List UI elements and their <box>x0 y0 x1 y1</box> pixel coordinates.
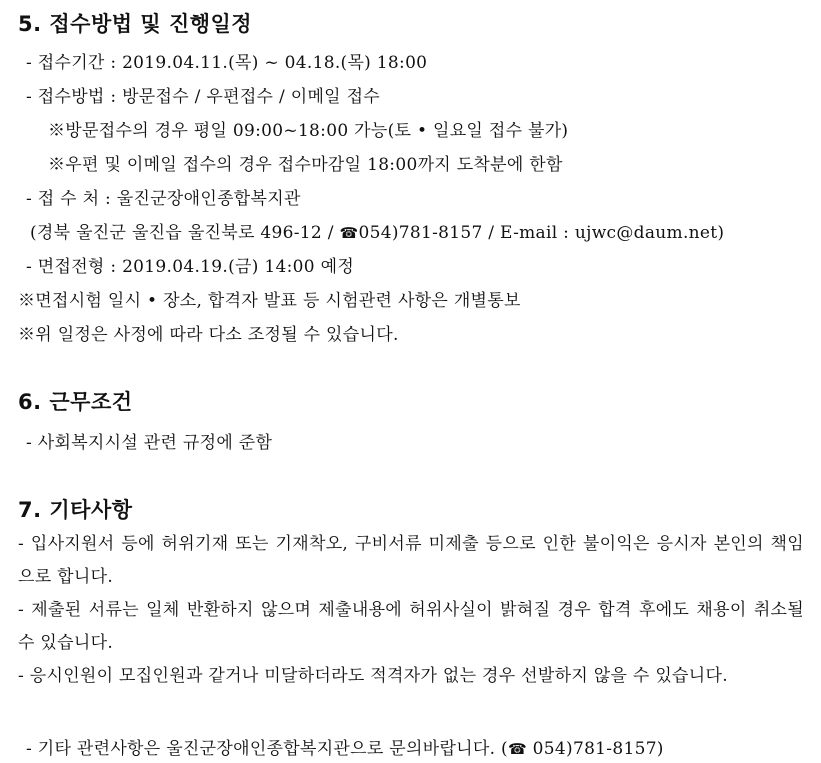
phone-email-text: 054)781-8157 / E-mail : ujwc@daum.net) <box>358 223 725 243</box>
inquiry-phone: 054)781-8157) <box>526 739 664 759</box>
contact-address <box>30 218 724 243</box>
other-item-2: - 제출된 서류는 일체 반환하지 않으며 제출내용에 허위사실이 밝혀질 경우 합격 후에도 채용이 취소될 수 있습니다. <box>18 600 804 653</box>
other-item-3: - 응시인원이 모집인원과 같거나 미달하더라도 적격자가 없는 경우 선발하지 않을 수 있습니다. <box>18 666 728 686</box>
inquiry-text: - 기타 관련사항은 울진군장애인종합복지관으로 문의바랍니다. ( <box>26 739 508 759</box>
section-5-title: 5. 접수방법 및 진행일정 <box>18 12 253 36</box>
interview-schedule: - 면접전형 : 2019.04.19.(금) 14:00 예정 <box>26 257 355 277</box>
note-visit-hours: ※방문접수의 경우 평일 09:00~18:00 가능(토 • 일요일 접수 불가) <box>48 121 569 141</box>
note-schedule-change: ※위 일정은 사정에 따라 다소 조정될 수 있습니다. <box>18 325 399 345</box>
application-method: - 접수방법 : 방문접수 / 우편접수 / 이메일 접수 <box>26 87 381 107</box>
other-item-4 <box>26 734 664 759</box>
application-period: - 접수기간 : 2019.04.11.(목) ~ 04.18.(목) 18:00 <box>26 53 428 73</box>
phone-icon: ☎ <box>507 740 527 758</box>
note-individual-notice: ※면접시험 일시 • 장소, 합격자 발표 등 시험관련 사항은 개별통보 <box>18 291 521 311</box>
other-item-1: - 입사지원서 등에 허위기재 또는 기재착오, 구비서류 미제출 등으로 인한 불이익은 응시자 본인의 책임으로 합니다. <box>18 534 804 587</box>
address-text: (경북 울진군 울진읍 울진북로 496-12 / <box>30 223 340 243</box>
work-conditions-item: - 사회복지시설 관련 규정에 준함 <box>26 433 273 453</box>
section-7-title: 7. 기타사항 <box>18 498 133 522</box>
application-place: - 접 수 처 : 울진군장애인종합복지관 <box>26 189 301 209</box>
section-6-title: 6. 근무조건 <box>18 390 133 414</box>
phone-icon: ☎ <box>339 224 359 242</box>
note-mail-deadline: ※우편 및 이메일 접수의 경우 접수마감일 18:00까지 도착분에 한함 <box>48 155 563 175</box>
